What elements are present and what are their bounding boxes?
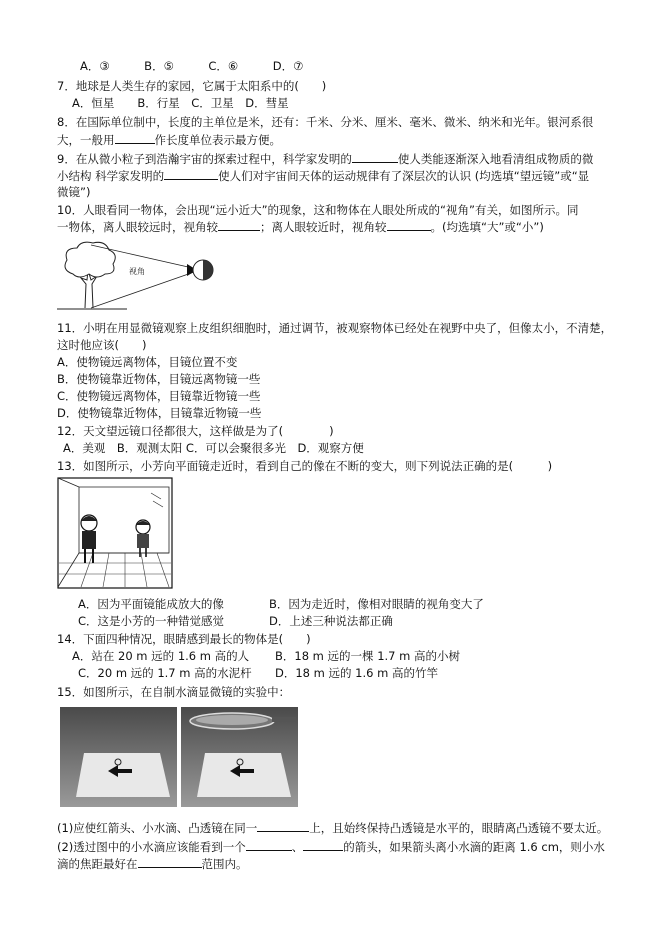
q7-stem: 7．地球是人类生存的家园，它属于太阳系中的( ) — [57, 79, 327, 93]
q9-blank-2[interactable] — [164, 167, 218, 180]
q8-blank[interactable] — [115, 131, 155, 144]
visual-angle-figure — [57, 240, 217, 310]
q15-stem: 15．如图所示，在自制水滴显微镜的实验中： — [57, 685, 291, 699]
q13-stem: 13．如图所示，小芳向平面镜走近时，看到自己的像在不断的变大，则下列说法正确的是( ) — [57, 459, 553, 473]
q11-option-b: B．使物镜靠近物体，目镜远离物镜一些 — [57, 372, 261, 386]
q10-line2: 一物体，离人眼较远时，视角较 ；离人眼较近时，视角较 。(均选填“大”或“小”) — [57, 220, 544, 234]
q9-line3: 微镜”) — [57, 185, 91, 199]
q10-blank-2[interactable] — [387, 218, 431, 231]
q13-option-a: A．因为平面镜能成放大的像 — [78, 597, 224, 611]
q6-options: A．③ B．⑤ C．⑥ D．⑦ — [80, 59, 304, 73]
q15-part1: (1)应使红箭头、小水滴、凸透镜在同一 上，且始终保持凸透镜是水平的，眼睛离凸透镜不要太近。 — [57, 821, 609, 835]
q12-options: A．美观 B．观测太阳 C．可以会聚很多光 D．观察方便 — [63, 441, 364, 455]
q13-option-b: B．因为走近时，像相对眼睛的视角变大了 — [269, 597, 484, 611]
q8-line1: 8．在国际单位制中，长度的主单位是米，还有：千米、分米、厘米、毫米、微米、纳米和光年。银河系很 — [57, 115, 594, 129]
q15-part2: (2)透过图中的小水滴应该能看到一个 、 的箭头，如果箭头离小水滴的距离 1.6 cm，则小水 — [57, 840, 605, 854]
visual-angle-label: 视角 — [129, 267, 145, 276]
q14-option-c: C．20 m 远的 1.7 m 高的水泥杆 — [78, 666, 252, 680]
q11-line2: 这时他应该( ) — [57, 338, 147, 352]
q12-stem: 12．天文望远镜口径都很大，这样做是为了( ) — [57, 424, 334, 438]
q7-options: A．恒星 B．行星 C．卫星 D．彗星 — [72, 96, 289, 110]
q11-line1: 11．小明在用显微镜观察上皮组织细胞时，通过调节，被观察物体已经处在视野中央了，但像太小，不清楚， — [57, 321, 613, 335]
q15-blank-4[interactable] — [138, 855, 202, 868]
q9-line1: 9．在从微小粒子到浩瀚宇宙的探索过程中，科学家发明的 使人类能逐渐深入地看清组成物质的微 — [57, 152, 594, 166]
q15-blank-1[interactable] — [257, 819, 309, 832]
q10-blank-1[interactable] — [218, 218, 260, 231]
q14-option-a: A．站在 20 m 远的 1.6 m 高的人 — [72, 649, 250, 663]
q11-option-c: C．使物镜远离物体，目镜靠近物镜一些 — [57, 389, 261, 403]
q14-option-b: B．18 m 远的一棵 1.7 m 高的小树 — [275, 649, 460, 663]
q10-line1: 10．人眼看同一物体，会出现“远小近大”的现象，这和物体在人眼处所成的“视角”有关，如图所示。同 — [57, 203, 579, 217]
q8-line2: 大，一般用 作长度单位表示最方便。 — [57, 133, 281, 147]
water-drop-microscope-figure — [60, 707, 298, 807]
q15-blank-2[interactable] — [246, 838, 292, 851]
q15-blank-3[interactable] — [303, 838, 343, 851]
q14-option-d: D．18 m 远的 1.6 m 高的竹竿 — [275, 666, 438, 680]
q11-option-d: D．使物镜靠近物体，目镜靠近物镜一些 — [57, 406, 262, 420]
q11-option-a: A．使物镜远离物体，目镜位置不变 — [57, 355, 238, 369]
q9-blank-1[interactable] — [352, 150, 398, 163]
q13-option-c: C．这是小芳的一种错觉感觉 — [78, 614, 225, 628]
q14-stem: 14．下面四种情况，眼睛感到最长的物体是( ) — [57, 632, 311, 646]
q15-part3: 滴的焦距最好在 范围内。 — [57, 857, 248, 871]
q9-line2: 小结构 科学家发明的 使人们对宇宙间天体的运动规律有了深层次的认识 (均选填“望远镜”或“显 — [57, 169, 590, 183]
q13-option-d: D．上述三种说法都正确 — [269, 614, 393, 628]
mirror-figure — [57, 477, 173, 589]
